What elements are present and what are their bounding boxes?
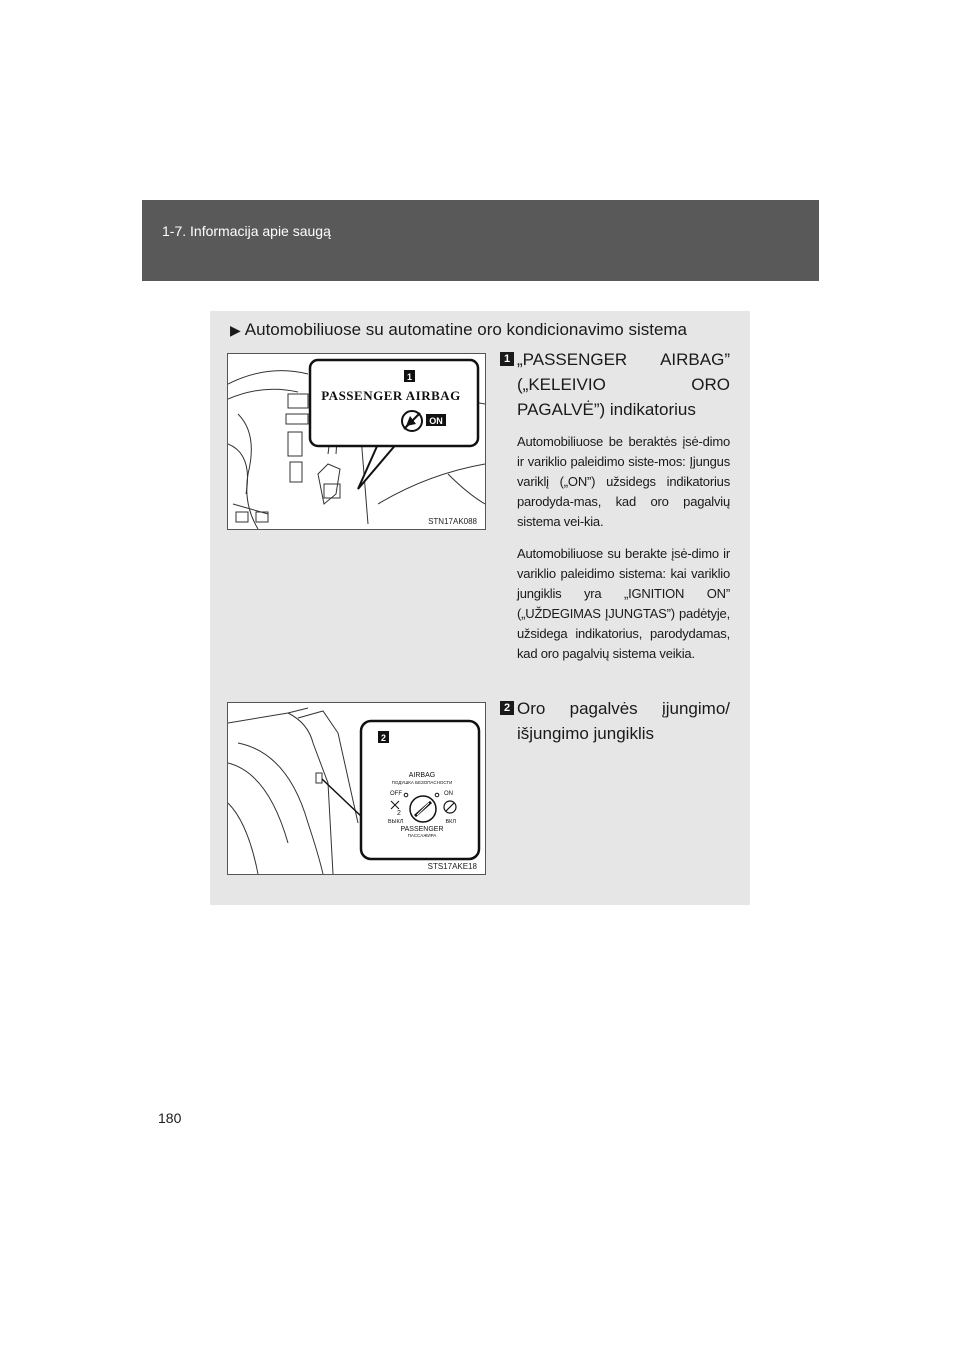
glovebox-illustration [228,703,485,874]
item-paragraph: Automobiliuose be beraktės įsė-dimo ir variklio paleidimo siste-mos: Įjungus variklį („ON”) užsidegs indikatorius parodyda-mas, kad oro pagalvių sistema vei-kia. [517,434,730,529]
dashboard-illustration [228,354,485,529]
switch-on-label: ON [444,791,453,797]
switch-passenger-label: PASSENGER [400,826,444,833]
switch-title: AIRBAG [408,772,436,779]
figure2-callout-number: 2 [380,733,387,743]
item-heading: „PASSENGER AIRBAG” („KELEIVIO ORO PAGALVĖ”) indikatorius [517,350,730,419]
page-number: 180 [158,1110,182,1126]
figure-airbag-switch [227,702,486,875]
figure-dashboard-indicator [227,353,486,530]
section-title-text: Automobiliuose su automatine oro kondicionavimo sistema [244,320,688,339]
figure1-callout-number: 1 [406,372,413,382]
triangle-right-icon: ▶ [230,322,241,338]
figure2-code: STS17AKE18 [427,862,477,871]
switch-passenger-ru-label: ПАССАЖИРА [407,833,437,838]
switch-on-ru-label: ВКЛ [445,819,456,825]
svg-text:2: 2 [397,810,401,817]
switch-title-ru: ПОДУШКА БЕЗОПАСНОСТИ [391,780,453,785]
item-paragraph: Automobiliuose su berakte įsė-dimo ir variklio paleidimo sistema: kai variklio jungiklis yra „IGNITION ON” („UŽDEGIMAS ĮJUNGTAS”) padėtyje, užsidega indikatorius, parodydamas, kad oro pagalvių sistema veikia. [517,546,730,661]
switch-off-label: OFF [390,791,402,797]
item-passenger-airbag-indicator [500,347,730,664]
header-band [142,200,819,281]
chapter-title: 1-7. Informacija apie saugą [162,223,331,239]
passenger-airbag-label: PASSENGER AIRBAG [321,388,461,403]
figure1-code: STN17AK088 [428,517,477,526]
section-title [230,320,687,340]
on-badge-text: ON [429,416,443,426]
item-airbag-switch [500,696,730,746]
item-number-marker: 2 [500,701,514,715]
content-panel [210,311,750,905]
switch-off-ru-label: ВЫКЛ [388,819,404,825]
item-number-marker: 1 [500,352,514,366]
item-heading: Oro pagalvės įjungimo/ išjungimo jungiklis [517,699,730,743]
